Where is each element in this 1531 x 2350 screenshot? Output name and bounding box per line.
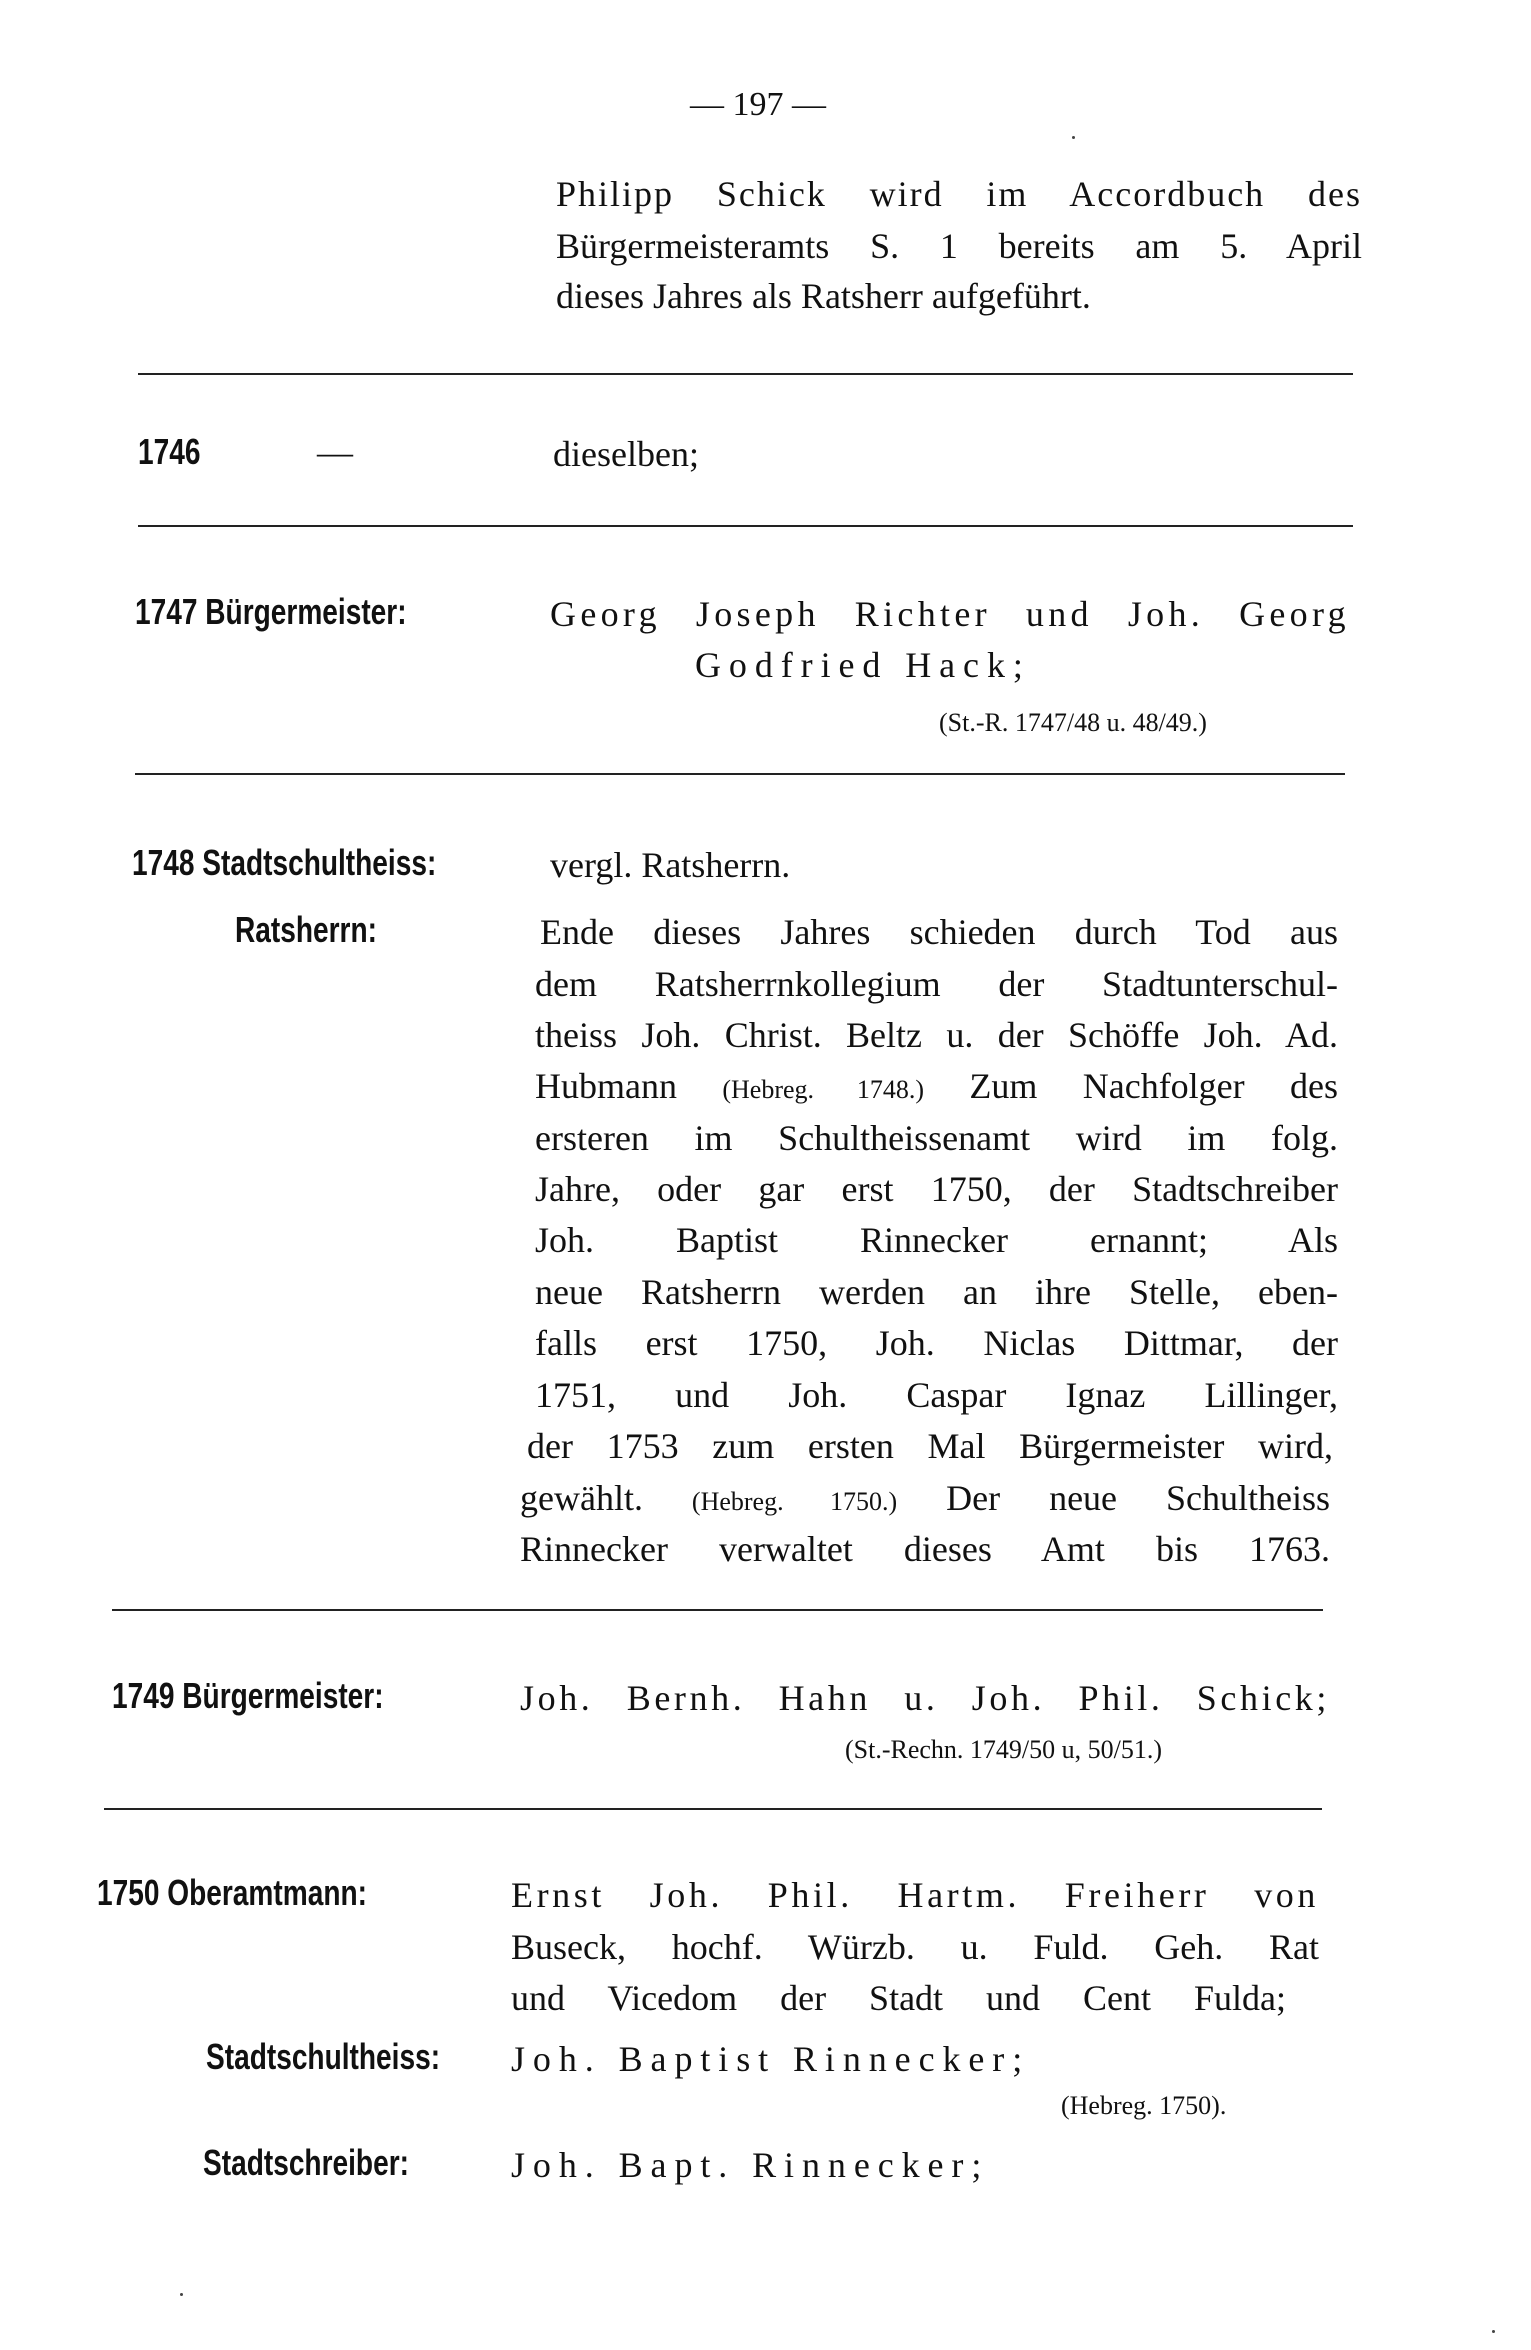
entry-label: Stadtschreiber: <box>203 2142 409 2183</box>
text-line: Buseck, hochf. Würzb. u. Fuld. Geh. Rat <box>511 1927 1319 1967</box>
text-line: dem Ratsherrnkollegium der Stadtunterschul- <box>535 964 1338 1004</box>
text-line: neue Ratsherrn werden an ihre Stelle, eben- <box>535 1272 1338 1312</box>
text: Der neue Schultheiss <box>946 1478 1330 1518</box>
text-line: ersteren im Schultheissenamt wird im folg. <box>535 1118 1338 1158</box>
entry-text: Joh. Baptist Rinnecker; <box>511 2039 1031 2079</box>
citation: (Hebreg. 1750.) <box>691 1487 898 1516</box>
citation: (Hebreg. 1750). <box>1061 2091 1227 2120</box>
text-line: falls erst 1750, Joh. Niclas Dittmar, der <box>535 1323 1338 1363</box>
entry-label: Stadtschultheiss: <box>206 2036 441 2077</box>
text-line: Bürgermeisteramts S. 1 bereits am 5. April <box>556 226 1362 266</box>
text-line: und Vicedom der Stadt und Cent Fulda; <box>511 1978 1286 2018</box>
citation: (Hebreg. 1748.) <box>722 1075 925 1104</box>
divider <box>138 373 1353 375</box>
text-line <box>535 1068 1338 1104</box>
page-number: — 197 — <box>690 86 826 123</box>
speck <box>180 2293 183 2296</box>
text-line: Ernst Joh. Phil. Hartm. Freiherr von <box>511 1875 1319 1915</box>
entry-text: Georg Joseph Richter und Joh. Georg <box>550 594 1350 634</box>
divider <box>138 525 1353 527</box>
divider <box>104 1808 1322 1810</box>
entry-label: 1747 Bürgermeister: <box>135 591 407 632</box>
text-line: der 1753 zum ersten Mal Bürgermeister wird, <box>527 1426 1333 1466</box>
citation: (St.-R. 1747/48 u. 48/49.) <box>939 708 1207 737</box>
text-line: Rinnecker verwaltet dieses Amt bis 1763. <box>520 1529 1330 1569</box>
text: Zum Nachfolger des <box>969 1066 1338 1106</box>
entry-text: Godfried Hack; <box>695 645 1031 685</box>
text-line: Joh. Baptist Rinnecker ernannt; Als <box>535 1220 1338 1260</box>
text-line: theiss Joh. Christ. Beltz u. der Schöffe Joh. Ad. <box>535 1015 1338 1055</box>
entry-label: 1749 Bürgermeister: <box>112 1675 384 1716</box>
divider <box>135 773 1345 775</box>
text-line: dieses Jahres als Ratsherr aufgeführt. <box>556 276 1091 316</box>
entry-label: 1748 Stadtschultheiss: <box>132 842 437 883</box>
entry-year: 1746 <box>138 431 201 472</box>
text-line: Philipp Schick wird im Accordbuch des <box>556 174 1362 214</box>
entry-text: Joh. Bernh. Hahn u. Joh. Phil. Schick; <box>520 1678 1330 1718</box>
entry-label: Ratsherrn: <box>235 909 377 950</box>
citation: (St.-Rechn. 1749/50 u, 50/51.) <box>845 1735 1163 1764</box>
text: Hubmann <box>535 1066 677 1106</box>
entry-text: vergl. Ratsherrn. <box>550 845 791 885</box>
divider <box>112 1609 1323 1611</box>
text-line: Jahre, oder gar erst 1750, der Stadtschreiber <box>535 1169 1338 1209</box>
speck <box>1072 136 1075 139</box>
dash: — <box>317 432 353 472</box>
text-line: 1751, und Joh. Caspar Ignaz Lillinger, <box>535 1375 1338 1415</box>
entry-text: dieselben; <box>553 434 699 474</box>
text-line <box>520 1480 1330 1516</box>
text: gewählt. <box>520 1478 643 1518</box>
speck <box>1492 2330 1495 2333</box>
entry-text: Joh. Bapt. Rinnecker; <box>511 2145 990 2185</box>
entry-label: 1750 Oberamtmann: <box>97 1872 367 1913</box>
text-line: Ende dieses Jahres schieden durch Tod aus <box>540 912 1338 952</box>
